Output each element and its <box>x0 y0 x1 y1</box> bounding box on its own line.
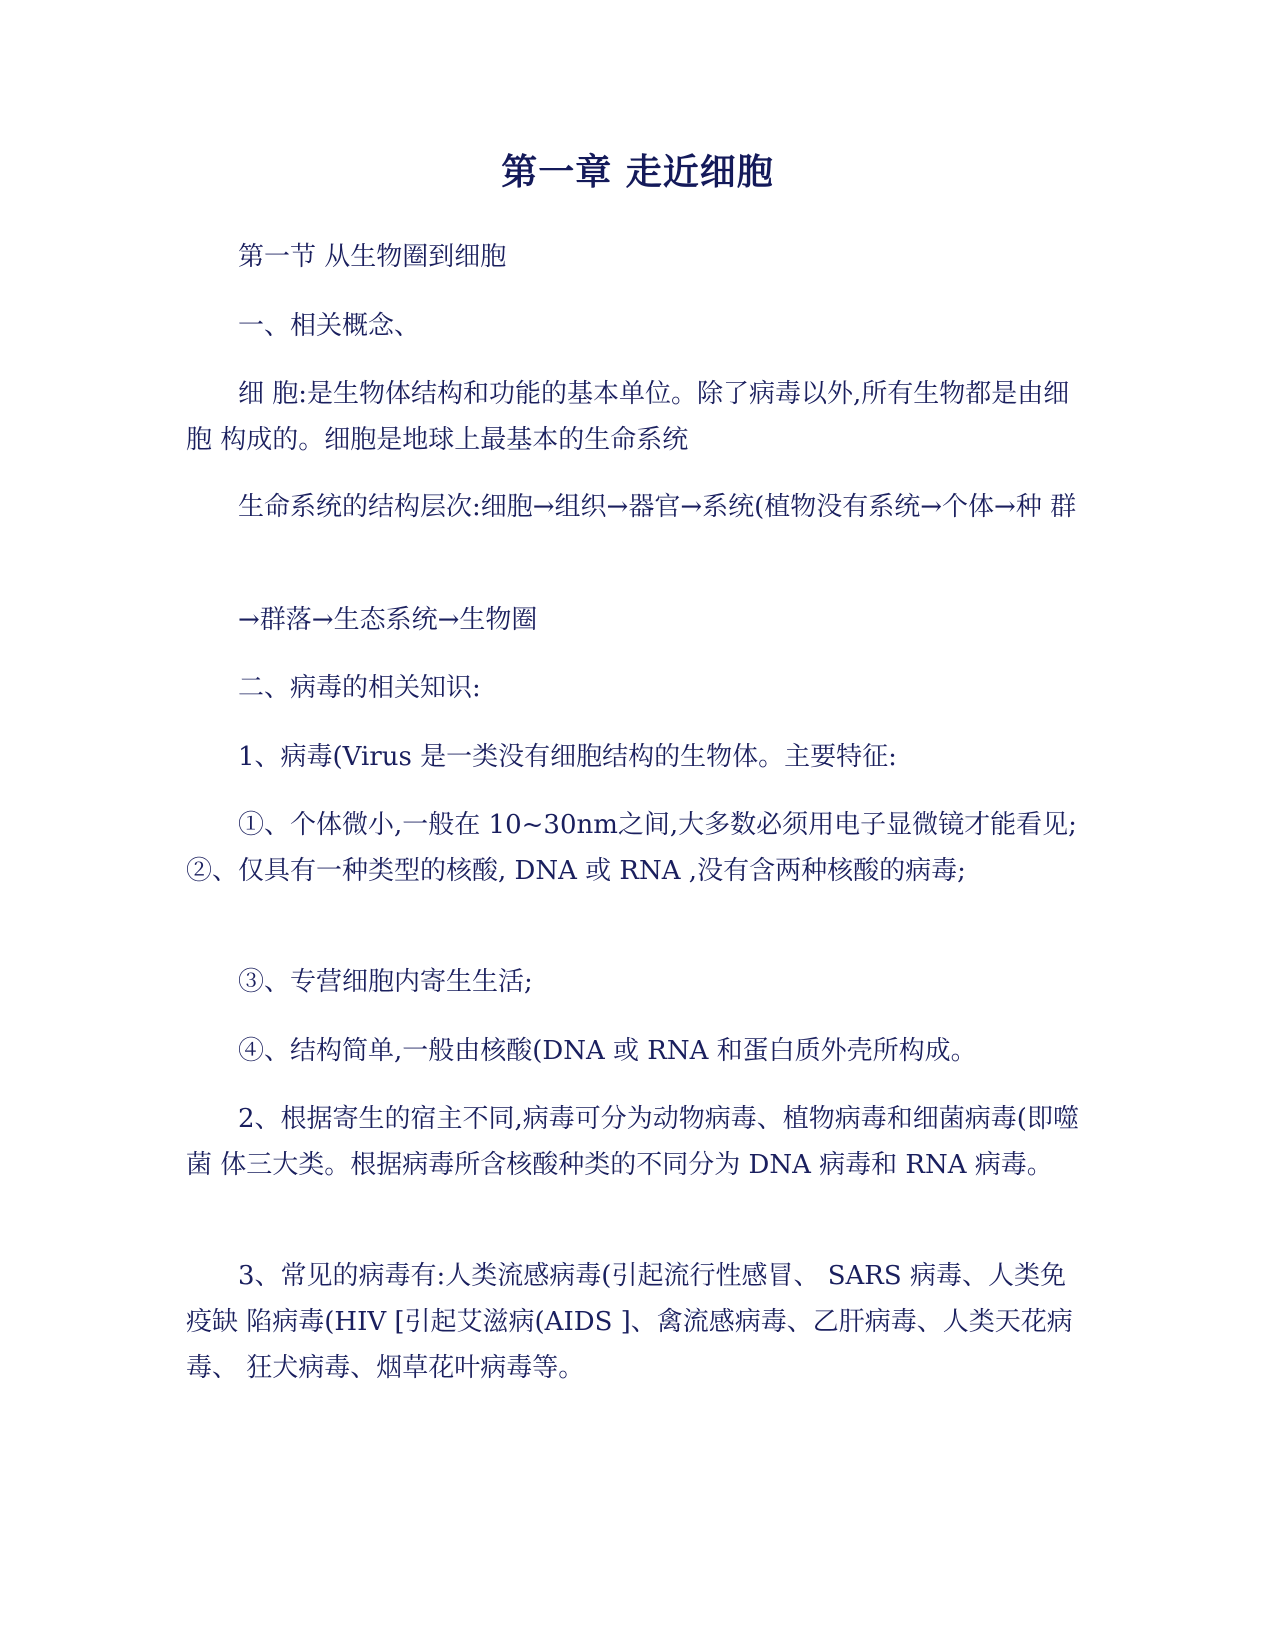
virus-knowledge-heading: 二、病毒的相关知识: <box>238 673 481 703</box>
virus-classification-paragraph: 2、根据寄生的宿主不同,病毒可分为动物病毒、植物病毒和细菌病毒(即噬菌 体三大类。根据病毒所含核酸种类的不同分为 DNA 病毒和 RNA 病毒。 <box>186 1104 1079 1180</box>
life-system-levels-continued: →群落→生态系统→生物圈 <box>238 605 538 635</box>
chapter-title: 第一章 走近细胞 <box>501 152 774 193</box>
virus-feature-3-paragraph: ③、专营细胞内寄生生活; <box>238 967 533 997</box>
common-viruses-paragraph: 3、常见的病毒有:人类流感病毒(引起流行性感冒、 SARS 病毒、人类免疫缺 陷病毒(HIV [引起艾滋病(AIDS ]、禽流感病毒、乙肝病毒、人类天花病毒、 狂犬病毒、烟草花叶病毒等。 <box>186 1261 1073 1383</box>
virus-feature-1-2-paragraph: ①、个体微小,一般在 10~30nm之间,大多数必须用电子显微镜才能看见; ②、仅具有一种类型的核酸, DNA 或 RNA ,没有含两种核酸的病毒; <box>186 810 1077 886</box>
life-system-levels-paragraph: 生命系统的结构层次:细胞→组织→器官→系统(植物没有系统→个体→种 群 <box>238 492 1077 522</box>
cell-definition-paragraph: 细 胞:是生物体结构和功能的基本单位。除了病毒以外,所有生物都是由细胞 构成的。细胞是地球上最基本的生命系统 <box>186 379 1070 455</box>
virus-feature-4-paragraph: ④、结构简单,一般由核酸(DNA 或 RNA 和蛋白质外壳所构成。 <box>238 1036 977 1066</box>
section-heading: 第一节 从生物圈到细胞 <box>238 242 507 272</box>
virus-definition-paragraph: 1、病毒(Virus 是一类没有细胞结构的生物体。主要特征: <box>238 742 897 772</box>
concept-heading: 一、相关概念、 <box>238 311 421 341</box>
